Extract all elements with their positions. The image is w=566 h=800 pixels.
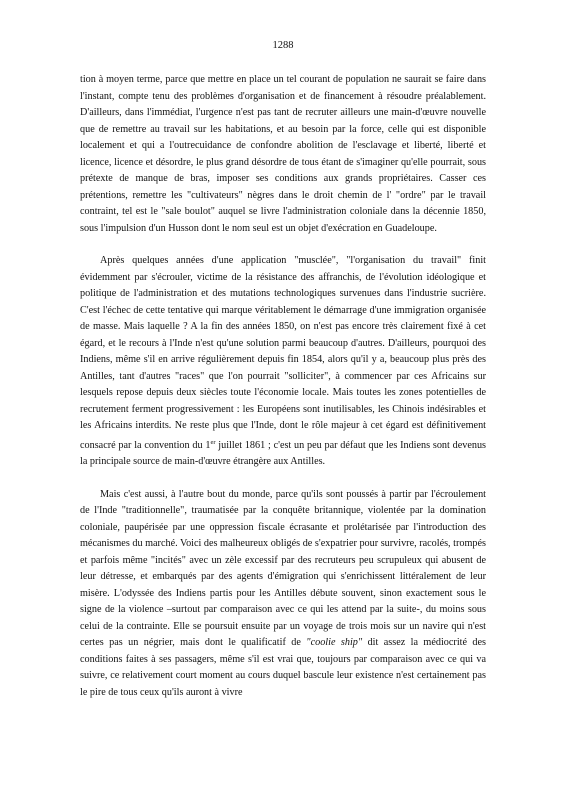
page-number: 1288 — [272, 40, 294, 51]
superscript-text: er — [210, 438, 216, 446]
body-text — [80, 72, 486, 701]
text-run: Après quelques années d'une application "musclée", "l'organisation du travail" finit évidemment par s'écrouler, victime de la résistance des affranchis, de l'évolution idéologique et politique de l'administration et des mutations technologiques survenues dans l'industrie sucrière. C'est l'échec de cette tentative qui marque véritablement le démarrage d'une immigration organisée de masse. Mais laquelle ? A la fin des années 1850, on n'est pas encore très clairement fixé à cet égard, et le recours à l'Inde n'est qu'une solution parmi beaucoup d'autres. D'ailleurs, pourquoi des Indiens, même s'il en arrive régulièrement depuis fin 1854, alors qu'il y a, beaucoup plus près des Antilles, tant d'autres "races" que l'on pourrait "solliciter", à commencer par ces Africains sur lesquels repose depuis deux siècles toute l'économie locale. Mais toutes les zones potentielles de recrutement ferment progressivement : les Européens sont inutilisables, les Chinois indésirables et les Africains interdits. Ne reste plus que l'Inde, dont le rôle majeur à cet égard est définitivement consacré par la convention du 1 — [80, 255, 486, 451]
italic-text: "coolie ship" — [306, 637, 363, 648]
text-run: Mais c'est aussi, à l'autre bout du monde, parce qu'ils sont poussés à partir par l'écroulement de l'Inde "traditionnelle", traumatisée par la conquête britannique, violentée par la domination coloniale, paupérisée par une oppression fiscale écrasante et prolétarisée par l'introduction des mécanismes du marché. Voici des malheureux obligés de s'expatrier pour survivre, racolés, trompés et parfois même "incités" avec un zèle excessif par des recruteurs peu scrupuleux qui abusent de leur détresse, et embarqués par des agents d'émigration qui s'enrichissent littéralement de leur misère. L'odyssée des Indiens partis pour les Antilles débute souvent, sinon exactement sous le signe de la violence –surtout par comparaison avec ce qui les attend par la suite-, du moins sous celui de la contrainte. Elle se poursuit ensuite par un voyage de trois mois sur un navire qui n'est certes pas un négrier, mais dont le qualificatif de — [80, 488, 486, 648]
paragraph — [80, 72, 486, 237]
text-run: dit assez la médiocrité des conditions faites à ses passagers, même s'il est vrai que, toujours par comparaison avec ce qui va suivre, ce relativement court moment au cours duquel bascule leur existence n'est certainement pas le pire de tous ceux qu'ils auront à vivre — [80, 637, 486, 698]
text-run: tion à moyen terme, parce que mettre en place un tel courant de population ne saurait se faire dans l'instant, compte tenu des problèmes d'organisation et de financement à résoudre préalablement. D'ailleurs, dans l'immédiat, l'urgence n'est pas tant de recruter ailleurs une main-d'œuvre nouvelle que de remettre au travail sur les habitations, et au besoin par la force, celle qui est disponible localement et qui a l'outrecuidance de confondre abolition de l'esclavage et liberté, liberté et licence, licence et désordre, le plus grand désordre de tous étant de s'imaginer qu'elle pourrait, sous prétexte de manque de bras, imposer ses conditions aux grands propriétaires. Casser ces prétentions, remettre les "cultivateurs" nègres dans le droit chemin de l' "ordre" par le travail contraint, tel est le "sale boulot" auquel se livre l'administration coloniale dans la décennie 1850, sous l'impulsion d'un Husson dont le nom seul est un objet d'exécration en Guadeloupe. — [80, 74, 486, 234]
paragraph — [80, 487, 486, 702]
paragraph — [80, 253, 486, 471]
text-run: juillet 1861 ; c'est un peu par défaut que les Indiens sont devenus la principale source de main-d'œuvre étrangère aux Antilles. — [80, 439, 486, 467]
